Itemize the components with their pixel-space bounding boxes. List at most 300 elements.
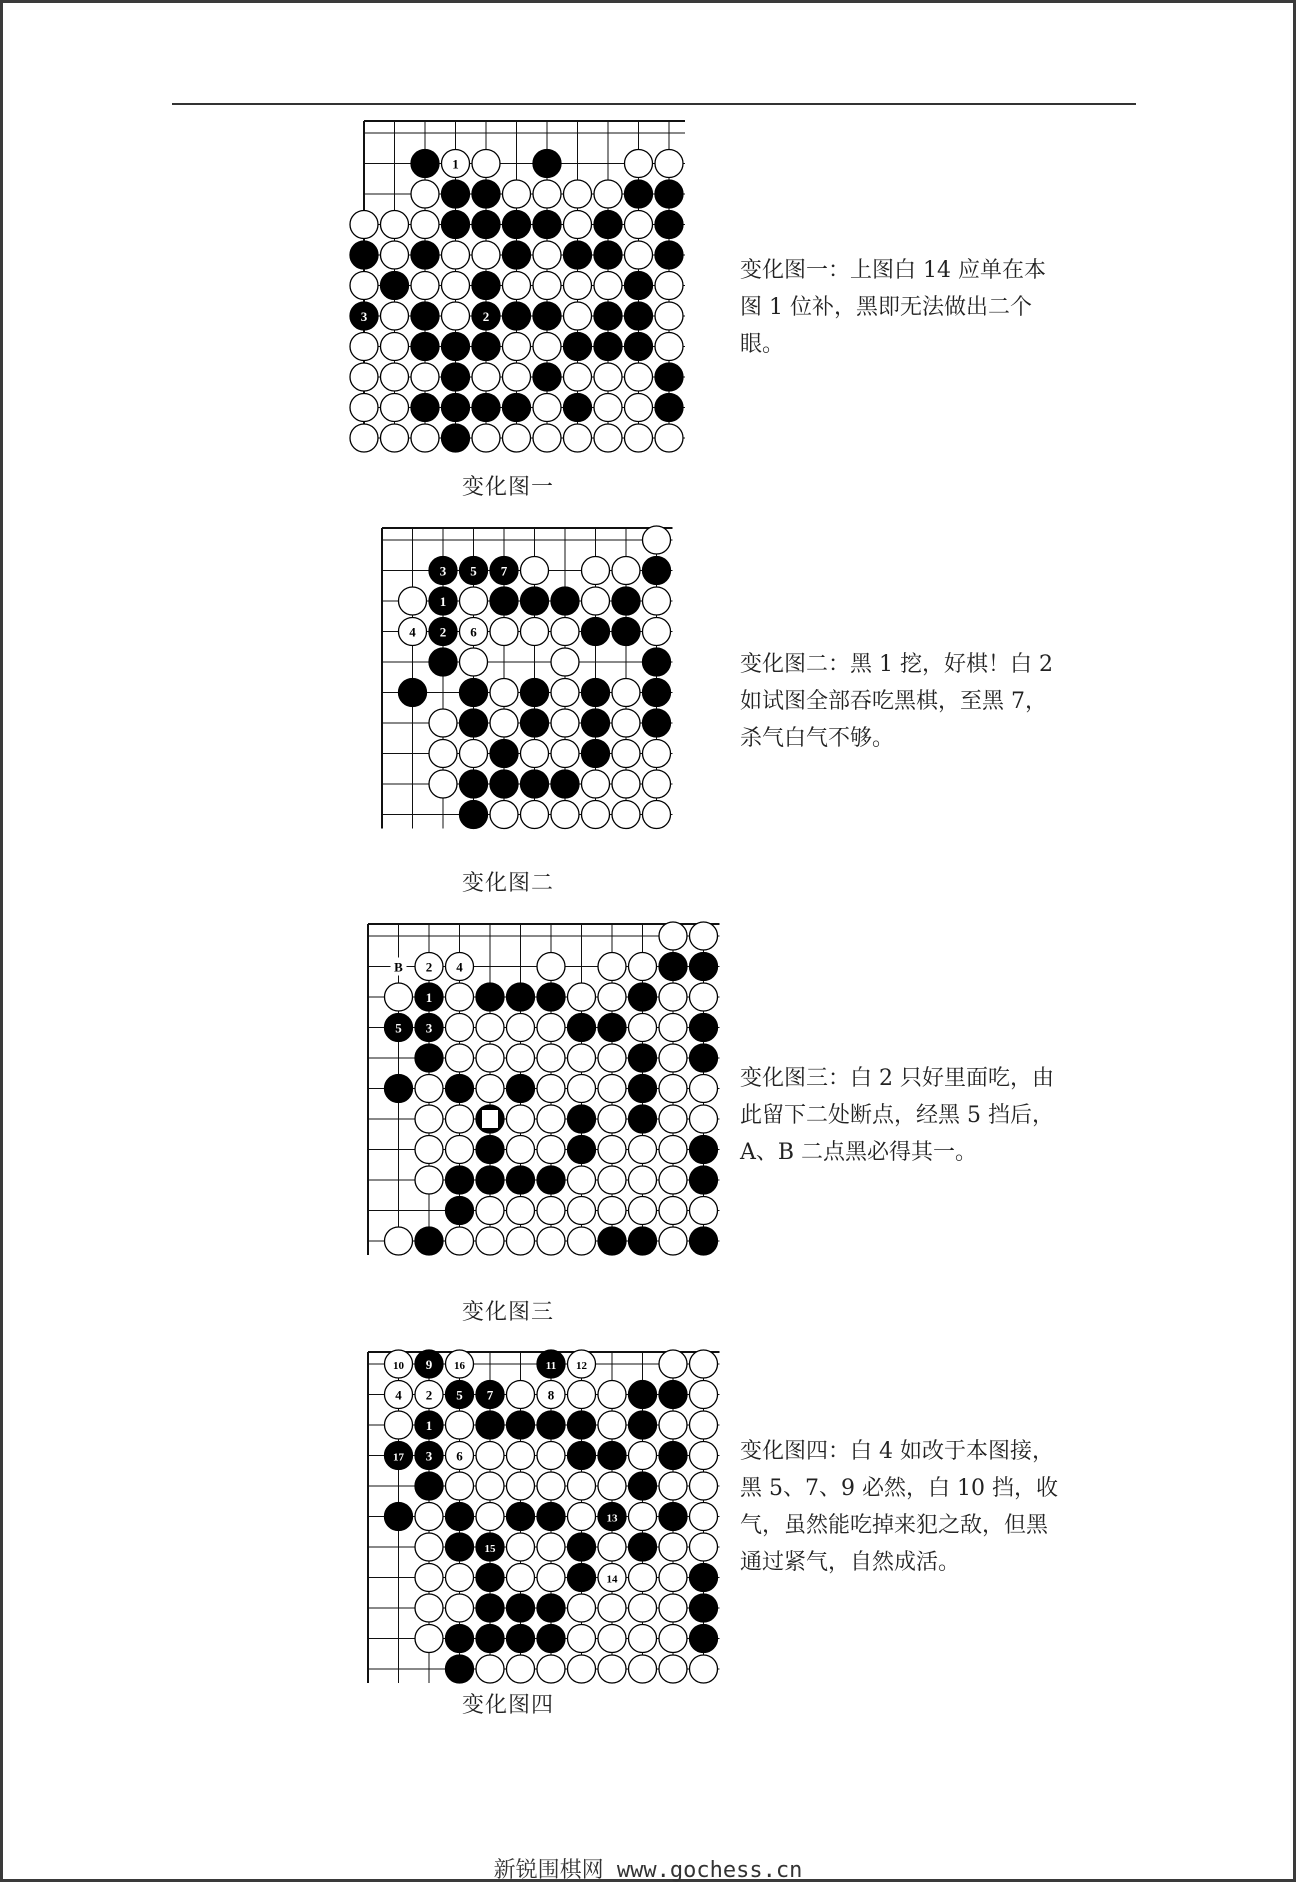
white-stone <box>411 363 439 391</box>
white-stone <box>598 1533 626 1561</box>
white-stone <box>446 1472 474 1500</box>
white-stone <box>568 1503 596 1531</box>
black-stone <box>411 302 439 330</box>
white-stone <box>582 801 610 829</box>
move-number: 11 <box>545 1360 557 1372</box>
white-stone <box>659 1655 687 1683</box>
white-stone <box>446 1105 474 1133</box>
white-stone <box>446 1136 474 1164</box>
black-stone <box>594 302 622 330</box>
white-stone <box>381 363 409 391</box>
white-stone <box>564 211 592 239</box>
white-stone <box>625 150 653 178</box>
black-stone <box>594 211 622 239</box>
white-stone <box>537 1014 565 1042</box>
diagram-commentary-1: 变化图一：上图白 14 应单在本图 1 位补，黑即无法做出二个眼。 <box>740 258 1046 357</box>
white-stone <box>399 587 427 615</box>
white-stone <box>598 1625 626 1653</box>
white-stone <box>629 1442 657 1470</box>
diagram-caption-2: 变化图二 <box>461 871 554 896</box>
black-stone <box>625 272 653 300</box>
white-stone <box>582 557 610 585</box>
white-stone <box>521 618 549 646</box>
white-stone <box>460 740 488 768</box>
black-stone <box>598 1227 626 1255</box>
white-stone <box>659 1625 687 1653</box>
go-board <box>346 115 687 456</box>
white-stone <box>415 1166 443 1194</box>
white-stone <box>385 983 413 1011</box>
white-stone <box>381 333 409 361</box>
move-number: 13 <box>606 1512 618 1525</box>
black-stone <box>490 587 518 615</box>
move-number: 2 <box>425 959 433 975</box>
white-stone <box>537 1564 565 1592</box>
white-stone <box>643 801 671 829</box>
go-board <box>350 918 722 1259</box>
black-stone <box>598 1442 626 1470</box>
black-stone <box>476 1625 504 1653</box>
move-number: 2 <box>425 1387 433 1403</box>
black-stone <box>643 648 671 676</box>
white-stone <box>564 272 592 300</box>
black-stone <box>399 679 427 707</box>
white-stone <box>598 1472 626 1500</box>
black-stone <box>385 1503 413 1531</box>
move-number: 4 <box>409 624 416 640</box>
black-stone <box>350 241 378 269</box>
black-stone <box>612 618 640 646</box>
white-stone <box>533 394 561 422</box>
black-stone <box>533 150 561 178</box>
white-stone <box>659 1594 687 1622</box>
point-label: A <box>485 1112 495 1127</box>
black-stone <box>415 1472 443 1500</box>
white-stone <box>598 1655 626 1683</box>
black-stone <box>568 1533 596 1561</box>
black-stone <box>568 1442 596 1470</box>
black-stone <box>582 618 610 646</box>
black-stone <box>629 1533 657 1561</box>
white-stone <box>551 679 579 707</box>
move-number: 4 <box>395 1387 402 1403</box>
black-stone <box>568 1014 596 1042</box>
white-stone <box>350 211 378 239</box>
white-stone <box>629 1564 657 1592</box>
footer-watermark: 新锐围棋网 www.gochess.cn <box>493 1858 803 1883</box>
white-stone <box>612 801 640 829</box>
black-stone <box>442 394 470 422</box>
white-stone <box>551 648 579 676</box>
black-stone <box>690 1625 718 1653</box>
white-stone <box>446 983 474 1011</box>
black-stone <box>659 953 687 981</box>
white-stone <box>476 1075 504 1103</box>
white-stone <box>503 424 531 452</box>
white-stone <box>507 1136 535 1164</box>
move-number: 5 <box>470 563 477 579</box>
black-stone <box>446 1503 474 1531</box>
move-number: 2 <box>482 309 490 324</box>
black-stone <box>446 1197 474 1225</box>
white-stone <box>568 1625 596 1653</box>
white-stone <box>594 363 622 391</box>
white-stone <box>472 424 500 452</box>
white-stone <box>564 302 592 330</box>
white-stone <box>659 1411 687 1439</box>
white-stone <box>690 1350 718 1378</box>
black-stone <box>537 1594 565 1622</box>
white-stone <box>690 1442 718 1470</box>
white-stone <box>446 1014 474 1042</box>
black-stone <box>582 709 610 737</box>
white-stone <box>476 1044 504 1072</box>
black-stone <box>629 1044 657 1072</box>
white-stone <box>490 801 518 829</box>
black-stone <box>507 1166 535 1194</box>
black-stone <box>629 1411 657 1439</box>
white-stone <box>507 1105 535 1133</box>
black-stone <box>690 1014 718 1042</box>
black-stone <box>476 1564 504 1592</box>
diagram-commentary-2: 变化图二：黑 1 挖，好棋！白 2 如试图全部吞吃黑棋，至黑 7，杀气白气不够。 <box>740 652 1053 751</box>
move-number: 6 <box>470 624 477 640</box>
black-stone <box>442 333 470 361</box>
move-number: 3 <box>425 1448 433 1464</box>
black-stone <box>446 1655 474 1683</box>
white-stone <box>537 1655 565 1683</box>
black-stone <box>629 1227 657 1255</box>
white-stone <box>537 1136 565 1164</box>
white-stone <box>625 241 653 269</box>
white-stone <box>507 1044 535 1072</box>
white-stone <box>551 618 579 646</box>
black-stone <box>381 272 409 300</box>
white-stone <box>568 1227 596 1255</box>
white-stone <box>598 1075 626 1103</box>
white-stone <box>507 1014 535 1042</box>
white-stone <box>551 709 579 737</box>
white-stone <box>350 394 378 422</box>
black-stone <box>521 770 549 798</box>
move-number: 5 <box>395 1020 402 1036</box>
white-stone <box>659 983 687 1011</box>
black-stone <box>568 1411 596 1439</box>
black-stone <box>564 241 592 269</box>
white-stone <box>533 424 561 452</box>
white-stone <box>568 1472 596 1500</box>
black-stone <box>594 241 622 269</box>
white-stone <box>503 333 531 361</box>
white-stone <box>582 770 610 798</box>
white-stone <box>537 1227 565 1255</box>
white-stone <box>472 150 500 178</box>
black-stone <box>533 302 561 330</box>
black-stone <box>643 557 671 585</box>
black-stone <box>472 211 500 239</box>
white-stone <box>629 953 657 981</box>
black-stone <box>659 1503 687 1531</box>
white-stone <box>594 272 622 300</box>
white-stone <box>442 272 470 300</box>
diagram-commentary-4: 变化图四：白 4 如改于本图接，黑 5、7、9 必然，白 10 挡，收气，虽然能吃掉来犯之敌，但黑通过紧气，自然成活。 <box>740 1439 1058 1575</box>
white-stone <box>446 1564 474 1592</box>
white-stone <box>537 1105 565 1133</box>
white-stone <box>415 1105 443 1133</box>
white-stone <box>659 1350 687 1378</box>
white-stone <box>507 1381 535 1409</box>
black-stone <box>655 394 683 422</box>
black-stone <box>503 241 531 269</box>
black-stone <box>446 1075 474 1103</box>
white-stone <box>385 1411 413 1439</box>
white-stone <box>551 801 579 829</box>
white-stone <box>598 1044 626 1072</box>
black-stone <box>385 1075 413 1103</box>
white-stone <box>612 679 640 707</box>
white-stone <box>460 648 488 676</box>
black-stone <box>446 1533 474 1561</box>
white-stone <box>503 363 531 391</box>
white-stone <box>612 740 640 768</box>
white-stone <box>629 1136 657 1164</box>
white-stone <box>415 1533 443 1561</box>
white-stone <box>655 150 683 178</box>
white-stone <box>659 1105 687 1133</box>
white-stone <box>598 983 626 1011</box>
black-stone <box>521 709 549 737</box>
white-stone <box>629 1655 657 1683</box>
white-stone <box>442 241 470 269</box>
black-stone <box>629 1472 657 1500</box>
white-stone <box>625 211 653 239</box>
black-stone <box>460 770 488 798</box>
white-stone <box>533 180 561 208</box>
black-stone <box>690 1227 718 1255</box>
black-stone <box>690 953 718 981</box>
black-stone <box>533 211 561 239</box>
white-stone <box>643 740 671 768</box>
white-stone <box>442 302 470 330</box>
white-stone <box>415 1625 443 1653</box>
black-stone <box>582 679 610 707</box>
white-stone <box>411 180 439 208</box>
black-stone <box>564 394 592 422</box>
white-stone <box>568 1166 596 1194</box>
white-stone <box>564 424 592 452</box>
white-stone <box>476 1472 504 1500</box>
white-stone <box>659 1227 687 1255</box>
black-stone <box>551 587 579 615</box>
diagram-caption-4: 变化图四 <box>461 1693 554 1718</box>
white-stone <box>598 1197 626 1225</box>
black-stone <box>659 1381 687 1409</box>
black-stone <box>476 983 504 1011</box>
black-stone <box>472 333 500 361</box>
move-number: 12 <box>576 1360 587 1372</box>
black-stone <box>411 150 439 178</box>
white-stone <box>564 180 592 208</box>
black-stone <box>564 333 592 361</box>
black-stone <box>551 770 579 798</box>
black-stone <box>446 1625 474 1653</box>
white-stone <box>659 1533 687 1561</box>
black-stone <box>507 1625 535 1653</box>
white-stone <box>659 1472 687 1500</box>
black-stone <box>521 679 549 707</box>
white-stone <box>537 1044 565 1072</box>
white-stone <box>598 1166 626 1194</box>
move-number: 1 <box>452 156 459 172</box>
white-stone <box>521 801 549 829</box>
black-stone <box>655 241 683 269</box>
black-stone <box>625 302 653 330</box>
white-stone <box>381 241 409 269</box>
black-stone <box>442 180 470 208</box>
white-stone <box>690 983 718 1011</box>
white-stone <box>568 1655 596 1683</box>
white-stone <box>568 1075 596 1103</box>
move-number: 9 <box>425 1357 433 1372</box>
black-stone <box>411 241 439 269</box>
white-stone <box>385 1227 413 1255</box>
white-stone <box>507 1227 535 1255</box>
black-stone <box>490 770 518 798</box>
black-stone <box>442 424 470 452</box>
black-stone <box>537 1166 565 1194</box>
point-label: B <box>394 959 403 975</box>
white-stone <box>537 1533 565 1561</box>
move-number: 3 <box>439 563 447 579</box>
black-stone <box>476 1166 504 1194</box>
white-stone <box>446 1227 474 1255</box>
move-number: 17 <box>393 1451 404 1464</box>
move-number: 8 <box>547 1387 555 1403</box>
white-stone <box>582 587 610 615</box>
white-stone <box>476 1227 504 1255</box>
white-stone <box>690 1655 718 1683</box>
black-stone <box>503 211 531 239</box>
white-stone <box>507 1472 535 1500</box>
white-stone <box>490 709 518 737</box>
black-stone <box>690 1564 718 1592</box>
diagram-caption-1: 变化图一 <box>461 475 554 500</box>
white-stone <box>655 272 683 300</box>
diagram-commentary-3: 变化图三：白 2 只好里面吃，由此留下二处断点，经黑 5 挡后，A、B 二点黑必得其一。 <box>740 1066 1054 1165</box>
white-stone <box>568 983 596 1011</box>
white-stone <box>690 1197 718 1225</box>
white-stone <box>429 709 457 737</box>
white-stone <box>537 1472 565 1500</box>
white-stone <box>521 740 549 768</box>
move-number: 15 <box>484 1543 496 1555</box>
move-number: 4 <box>456 959 463 975</box>
black-stone <box>612 587 640 615</box>
header-rule <box>172 103 1136 105</box>
black-stone <box>537 983 565 1011</box>
white-stone <box>507 1442 535 1470</box>
white-stone <box>643 526 671 554</box>
white-stone <box>446 1411 474 1439</box>
black-stone <box>568 1564 596 1592</box>
white-stone <box>411 211 439 239</box>
black-stone <box>411 333 439 361</box>
white-stone <box>659 1166 687 1194</box>
black-stone <box>415 1227 443 1255</box>
black-stone <box>460 679 488 707</box>
white-stone <box>629 1166 657 1194</box>
black-stone <box>533 363 561 391</box>
white-stone <box>594 424 622 452</box>
black-stone <box>507 1411 535 1439</box>
white-stone <box>568 1197 596 1225</box>
white-stone <box>598 1411 626 1439</box>
go-board <box>350 1346 722 1687</box>
move-number: 1 <box>425 1418 433 1433</box>
diagram-caption-3: 变化图三 <box>461 1300 554 1325</box>
white-stone <box>598 953 626 981</box>
go-diagram-4 <box>350 1346 722 1687</box>
black-stone <box>503 394 531 422</box>
white-stone <box>350 424 378 452</box>
black-stone <box>643 679 671 707</box>
white-stone <box>381 424 409 452</box>
white-stone <box>507 1197 535 1225</box>
white-stone <box>625 363 653 391</box>
black-stone <box>507 983 535 1011</box>
white-stone <box>446 1594 474 1622</box>
white-stone <box>490 618 518 646</box>
white-stone <box>507 1533 535 1561</box>
black-stone <box>503 302 531 330</box>
white-stone <box>659 1075 687 1103</box>
white-stone <box>537 1197 565 1225</box>
black-stone <box>643 709 671 737</box>
white-stone <box>659 1197 687 1225</box>
white-stone <box>568 1381 596 1409</box>
go-diagram-1 <box>346 115 687 456</box>
black-stone <box>460 709 488 737</box>
white-stone <box>598 1594 626 1622</box>
black-stone <box>490 740 518 768</box>
white-stone <box>612 770 640 798</box>
white-stone <box>690 922 718 950</box>
black-stone <box>507 1503 535 1531</box>
black-stone <box>476 1411 504 1439</box>
white-stone <box>598 1381 626 1409</box>
go-diagram-2 <box>364 522 675 833</box>
white-stone <box>659 1564 687 1592</box>
white-stone <box>629 1594 657 1622</box>
white-stone <box>612 709 640 737</box>
black-stone <box>476 1136 504 1164</box>
move-number: 14 <box>606 1573 618 1586</box>
white-stone <box>533 333 561 361</box>
move-number: 16 <box>454 1360 465 1372</box>
white-stone <box>643 770 671 798</box>
black-stone <box>521 587 549 615</box>
black-stone <box>568 1136 596 1164</box>
move-number: 1 <box>439 594 447 609</box>
white-stone <box>655 424 683 452</box>
black-stone <box>446 1166 474 1194</box>
white-stone <box>551 740 579 768</box>
black-stone <box>537 1411 565 1439</box>
black-stone <box>598 1014 626 1042</box>
white-stone <box>350 363 378 391</box>
black-stone <box>690 1044 718 1072</box>
white-stone <box>350 272 378 300</box>
